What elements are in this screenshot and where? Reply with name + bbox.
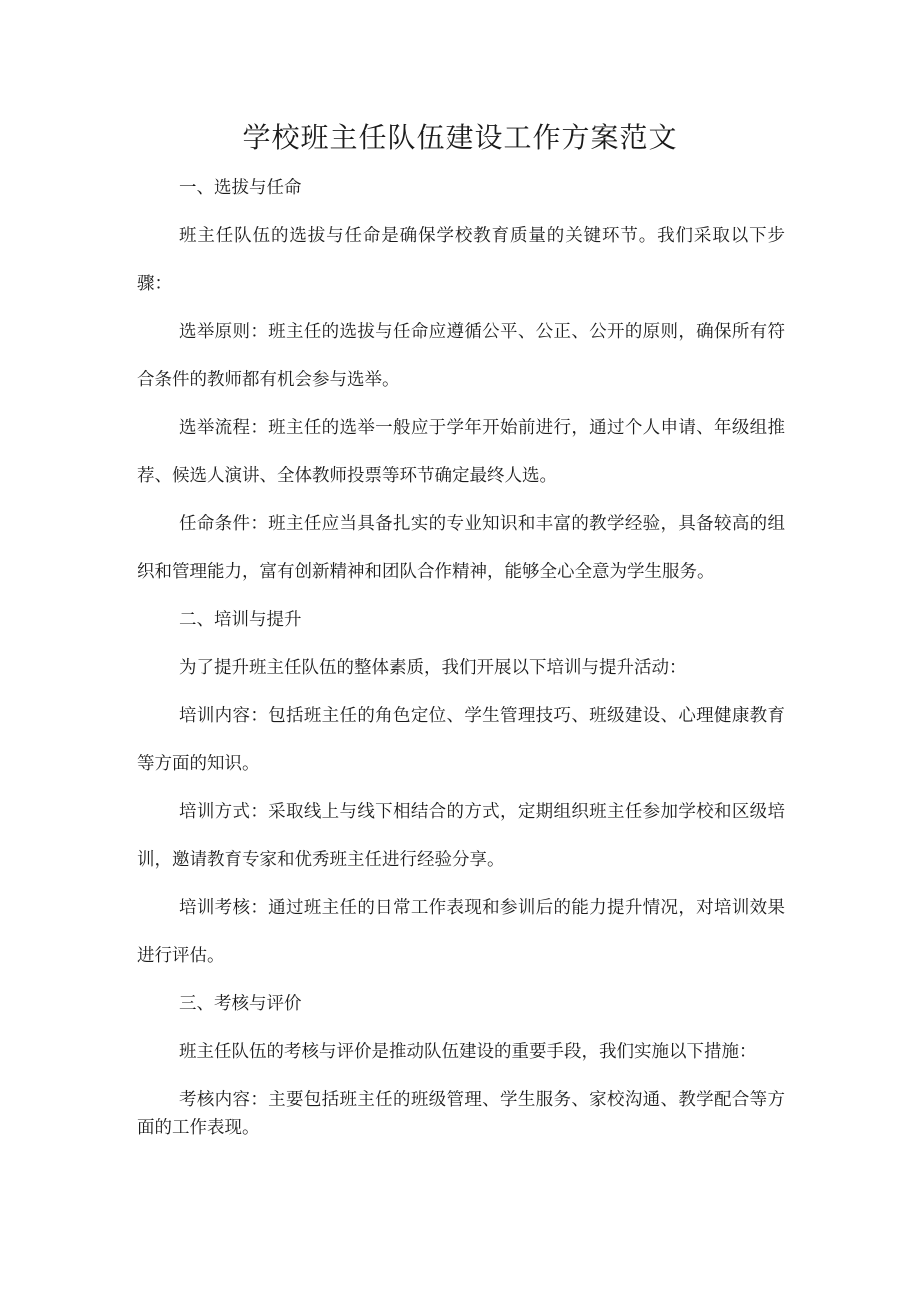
- section-1-intro: 班主任队伍的选拔与任命是确保学校教育质量的关键环节。我们采取以下步骤：: [137, 226, 785, 294]
- section-3-item-1: 考核内容：主要包括班主任的班级管理、学生服务、家校沟通、教学配合等方面的工作表现。: [137, 1090, 785, 1138]
- section-2-item-1: 培训内容：包括班主任的角色定位、学生管理技巧、班级建设、心理健康教育等方面的知识。: [137, 706, 785, 774]
- section-1-item-2: 选举流程：班主任的选举一般应于学年开始前进行，通过个人申请、年级组推荐、候选人演讲、全体教师投票等环节确定最终人选。: [137, 418, 785, 486]
- section-heading-1: 一、选拔与任命: [179, 178, 302, 198]
- section-heading-3: 三、考核与评价: [179, 994, 302, 1014]
- document-title: 学校班主任队伍建设工作方案范文: [242, 121, 678, 154]
- section-2-item-3: 培训考核：通过班主任的日常工作表现和参训后的能力提升情况，对培训效果进行评估。: [137, 898, 785, 966]
- section-3-intro: 班主任队伍的考核与评价是推动队伍建设的重要手段，我们实施以下措施：: [179, 1042, 757, 1062]
- section-heading-2: 二、培训与提升: [179, 610, 302, 630]
- section-1-item-1: 选举原则：班主任的选拔与任命应遵循公平、公正、公开的原则，确保所有符合条件的教师都有机会参与选举。: [137, 322, 785, 390]
- section-1-item-3: 任命条件：班主任应当具备扎实的专业知识和丰富的教学经验，具备较高的组织和管理能力，富有创新精神和团队合作精神，能够全心全意为学生服务。: [137, 514, 785, 582]
- section-2-intro: 为了提升班主任队伍的整体素质，我们开展以下培训与提升活动：: [179, 658, 687, 678]
- section-2-item-2: 培训方式：采取线上与线下相结合的方式，定期组织班主任参加学校和区级培训，邀请教育专家和优秀班主任进行经验分享。: [137, 802, 785, 870]
